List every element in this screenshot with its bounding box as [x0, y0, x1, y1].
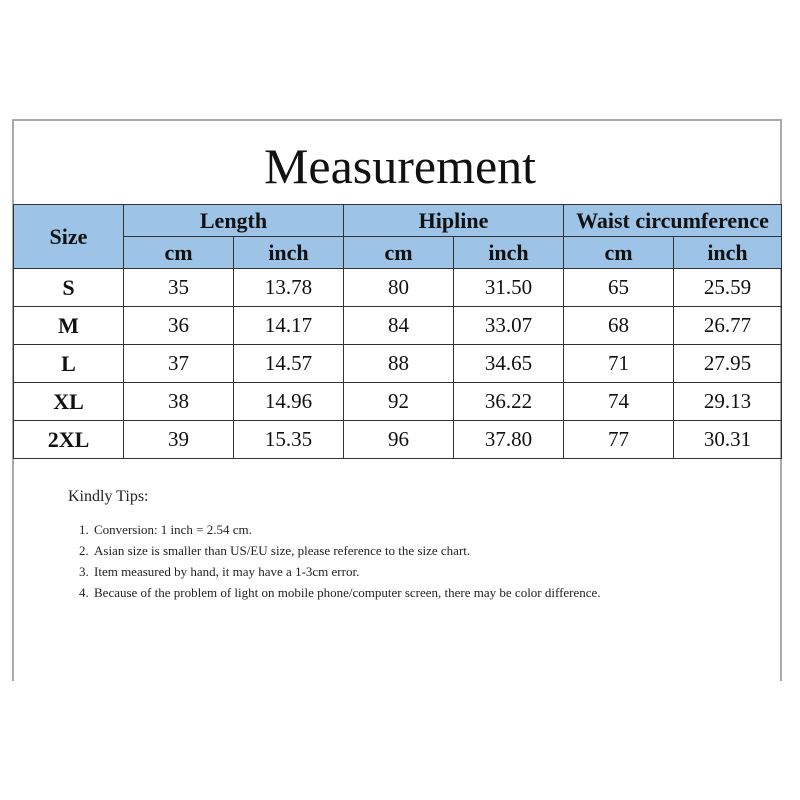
size-cell: S [14, 269, 124, 307]
unit-header: cm [344, 237, 454, 269]
size-cell: M [14, 307, 124, 345]
table-cell: 37 [124, 345, 234, 383]
unit-header: cm [564, 237, 674, 269]
table-cell: 14.17 [234, 307, 344, 345]
tips-title: Kindly Tips: [68, 488, 149, 505]
unit-header: inch [454, 237, 564, 269]
table-cell: 25.59 [674, 269, 782, 307]
table-cell: 38 [124, 383, 234, 421]
size-chart-table [13, 204, 782, 459]
kindly-tips [68, 488, 708, 603]
table-cell: 80 [344, 269, 454, 307]
table-cell: 77 [564, 421, 674, 459]
table-cell: 14.57 [234, 345, 344, 383]
size-cell: XL [14, 383, 124, 421]
waist-group-header: Waist circumference [564, 205, 782, 237]
table-cell: 88 [344, 345, 454, 383]
table-cell: 15.35 [234, 421, 344, 459]
table-cell: 13.78 [234, 269, 344, 307]
table-cell: 27.95 [674, 345, 782, 383]
size-column-header: Size [14, 205, 124, 269]
size-cell: 2XL [14, 421, 124, 459]
table-cell: 71 [564, 345, 674, 383]
table-cell: 37.80 [454, 421, 564, 459]
tips-list [68, 519, 708, 603]
unit-header: cm [124, 237, 234, 269]
tip-item: 1. Conversion: 1 inch = 2.54 cm. [92, 519, 708, 540]
table-cell: 14.96 [234, 383, 344, 421]
table-row [14, 269, 782, 307]
table-cell: 29.13 [674, 383, 782, 421]
table-cell: 65 [564, 269, 674, 307]
table-cell: 26.77 [674, 307, 782, 345]
table-cell: 39 [124, 421, 234, 459]
table-cell: 68 [564, 307, 674, 345]
table-row [14, 383, 782, 421]
tip-item: 3. Item measured by hand, it may have a 1-3cm error. [92, 561, 708, 582]
unit-header: inch [234, 237, 344, 269]
table-cell: 30.31 [674, 421, 782, 459]
table-cell: 31.50 [454, 269, 564, 307]
unit-header: inch [674, 237, 782, 269]
tip-item: 2. Asian size is smaller than US/EU size, please reference to the size chart. [92, 540, 708, 561]
table-row [14, 345, 782, 383]
table-row [14, 421, 782, 459]
table-cell: 36 [124, 307, 234, 345]
table-cell: 96 [344, 421, 454, 459]
table-cell: 33.07 [454, 307, 564, 345]
table-cell: 74 [564, 383, 674, 421]
table-cell: 35 [124, 269, 234, 307]
length-group-header: Length [124, 205, 344, 237]
page-title: Measurement [263, 138, 537, 194]
hipline-group-header: Hipline [344, 205, 564, 237]
table-cell: 92 [344, 383, 454, 421]
tip-item: 4. Because of the problem of light on mobile phone/computer screen, there may be color difference. [92, 582, 708, 603]
table-row [14, 307, 782, 345]
table-cell: 36.22 [454, 383, 564, 421]
table-cell: 34.65 [454, 345, 564, 383]
table-cell: 84 [344, 307, 454, 345]
size-cell: L [14, 345, 124, 383]
